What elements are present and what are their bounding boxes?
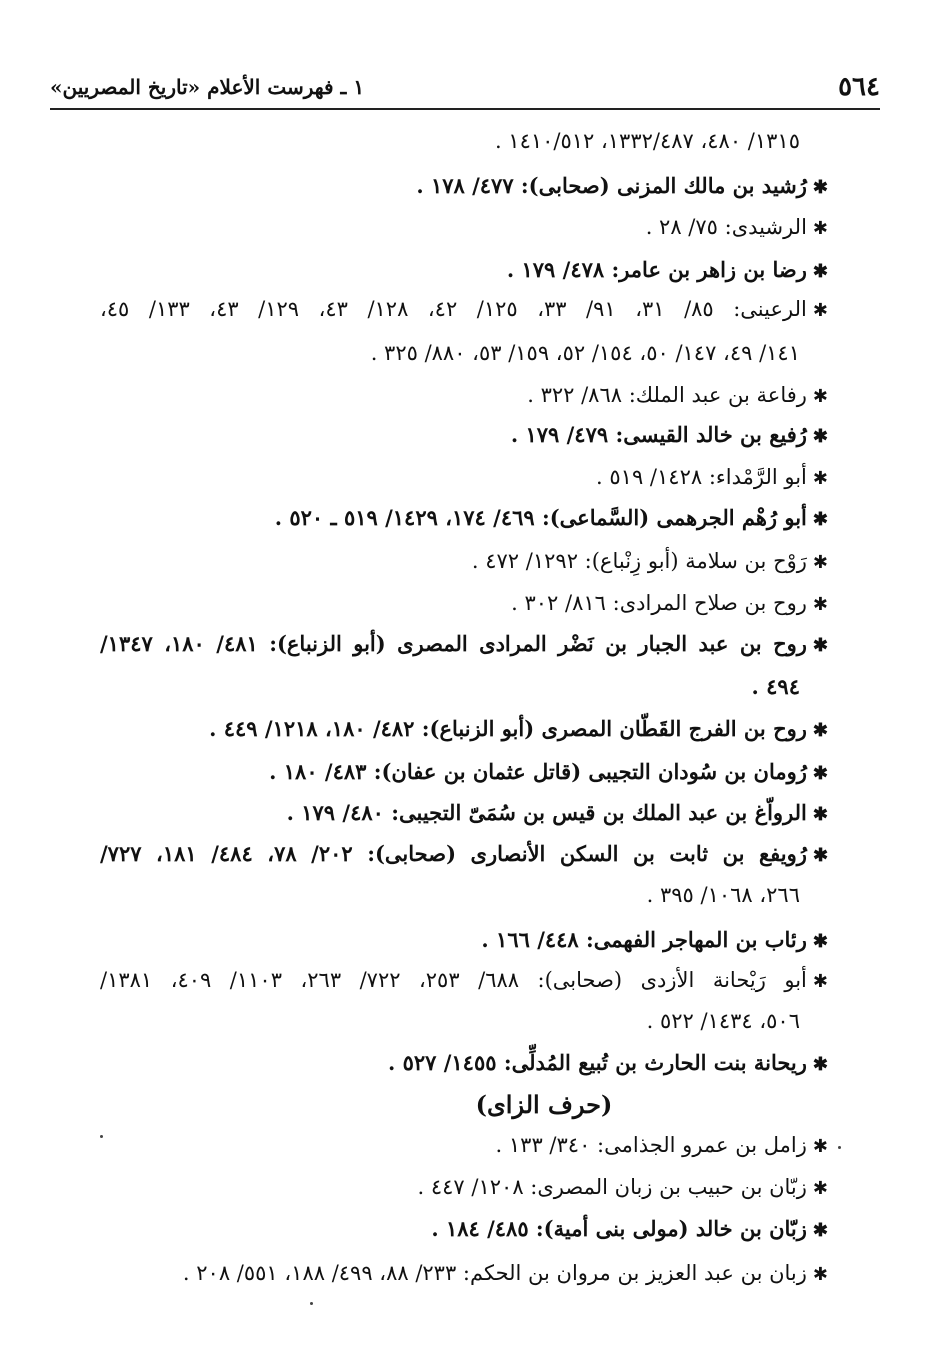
entry-bullet-icon: ✱ — [812, 1054, 828, 1075]
entry-bullet-icon: ✱ — [812, 931, 828, 952]
entry-text: زبان بن عبد العزيز بن مروان بن الحكم: ٢٣٣/ ٨٨، ٤٩٩/ ١٨٨، ٥٥١/ ٢٠٨ . — [182, 1261, 807, 1285]
entry-bullet-icon: ✱ — [812, 971, 828, 992]
index-entry-continuation — [371, 338, 800, 368]
entry-text: الرعينى: ٨٥/ ٣١، ٩١/ ٣٣، ١٢٥/ ٤٢، ١٢٨/ ٤٣، ١٢٩/ ٤٣، ١٣٣/ ٤٥، — [100, 297, 807, 321]
index-entry — [418, 1172, 828, 1202]
entry-text: رُشيد بن مالك المزنى (صحابى): ٤٧٧/ ١٧٨ . — [416, 173, 807, 198]
entry-bullet-icon: ✱ — [812, 763, 828, 784]
index-entry — [100, 629, 828, 659]
entry-text: ٢٦٦، ١٠٦٨/ ٣٩٥ . — [646, 883, 800, 907]
entry-text: رئاب بن المهاجر الفهمى: ٤٤٨/ ١٦٦ . — [481, 927, 807, 952]
entry-text: أبو الرَّمْداء: ١٤٢٨/ ٥١٩ . — [596, 465, 807, 489]
entry-bullet-icon: ✱ — [812, 594, 828, 615]
entry-text: ريحانة بنت الحارث بن تُبيع المُدلِّى: ١٤٥٥/ ٥٢٧ . — [387, 1050, 807, 1075]
entry-text: زبّان بن خالد (مولى بنى أمية): ٤٨٥/ ١٨٤ . — [431, 1216, 807, 1241]
entry-text: زبّان بن حبيب بن زبان المصرى: ١٢٠٨/ ٤٤٧ . — [417, 1175, 807, 1199]
index-entry-continuation — [495, 126, 800, 156]
speck — [100, 1135, 103, 1138]
entry-bullet-icon: ✱ — [812, 218, 828, 239]
entry-text: رفاعة بن عبد الملك: ٨٦٨/ ٣٢٢ . — [527, 383, 807, 407]
index-entry — [527, 380, 828, 410]
entry-bullet-icon: ✱ — [812, 1264, 828, 1285]
index-entry — [100, 965, 828, 995]
index-entry-continuation — [647, 880, 800, 910]
entry-bullet-icon: ✱ — [812, 426, 828, 447]
index-entry — [416, 171, 828, 201]
index-entry — [431, 1214, 828, 1244]
running-title: ١ ـ فهرست الأعلام «تاريخ المصريين» — [50, 75, 365, 99]
entry-text: رُومان بن سُودان التجيبى (قاتل عثمان بن عفان): ٤٨٣/ ١٨٠ . — [269, 759, 807, 784]
index-entry — [472, 546, 828, 576]
index-entry — [100, 839, 828, 869]
index-entry — [507, 255, 828, 285]
entry-text: الرشيدى: ٧٥/ ٢٨ . — [645, 215, 807, 239]
index-entry — [511, 588, 828, 618]
entry-bullet-icon: ✱ — [812, 804, 828, 825]
index-entry — [287, 798, 828, 828]
entry-bullet-icon: ✱ — [812, 300, 828, 321]
entry-text: الرواّغ بن عبد الملك بن قيس بن سُمَىّ التجيبى: ٤٨٠/ ١٧٩ . — [286, 800, 807, 825]
section-heading-text: (حرف الزاى) — [475, 1090, 613, 1119]
entry-text: روح بن عبد الجبار بن نَضْر المرادى المصرى (أبو الزنباع): ٤٨١/ ١٨٠، ١٣٤٧/ — [100, 631, 807, 656]
entry-bullet-icon: ✱ — [812, 177, 828, 198]
entry-text: ٤٩٤ . — [751, 674, 800, 699]
index-entry — [496, 1130, 828, 1160]
entry-bullet-icon: ✱ — [812, 468, 828, 489]
index-entry — [481, 925, 828, 955]
entry-bullet-icon: ✱ — [812, 386, 828, 407]
entry-text: رُفيع بن خالد القيسى: ٤٧٩/ ١٧٩ . — [510, 422, 807, 447]
entry-text: رضا بن زاهر بن عامر: ٤٧٨/ ١٧٩ . — [506, 257, 807, 282]
index-entry — [183, 1258, 828, 1288]
entry-bullet-icon: ✱ — [812, 1136, 828, 1157]
entry-text: ١٤١/ ٤٩، ١٤٧/ ٥٠، ١٥٤/ ٥٢، ١٥٩/ ٥٣، ٨٨٠/ ٣٢٥ . — [370, 341, 800, 365]
entry-bullet-icon: ✱ — [812, 509, 828, 530]
index-entry — [209, 714, 828, 744]
index-entry-continuation — [752, 672, 800, 702]
index-entry — [388, 1048, 828, 1078]
entry-bullet-icon: ✱ — [812, 1220, 828, 1241]
index-entry — [596, 462, 828, 492]
entry-bullet-icon: ✱ — [812, 720, 828, 741]
speck — [838, 1146, 841, 1149]
entry-bullet-icon: ✱ — [812, 635, 828, 656]
entry-text: أبو رَيْحانة الأزدى (صحابى): ٦٨٨/ ٢٥٣، ٧٢٢/ ٢٦٣، ١١٠٣/ ٤٠٩، ١٣٨١/ — [100, 968, 807, 992]
entry-bullet-icon: ✱ — [812, 845, 829, 866]
entry-text: روح بن صلاح المرادى: ٨١٦/ ٣٠٢ . — [511, 591, 807, 615]
entry-bullet-icon: ✱ — [812, 261, 828, 282]
index-entry — [511, 420, 828, 450]
entry-bullet-icon: ✱ — [812, 1178, 828, 1199]
entry-text: ١٣١٥/ ٤٨٠، ١٣٣٢/٤٨٧، ١٤١٠/٥١٢ . — [494, 129, 800, 153]
entry-text: روح بن الفرج القَطّان المصرى (أبو الزنباع): ٤٨٢/ ١٨٠، ١٢١٨/ ٤٤٩ . — [209, 716, 807, 741]
index-entry — [646, 212, 828, 242]
page-number: ٥٦٤ — [838, 72, 880, 102]
entry-bullet-icon: ✱ — [812, 552, 828, 573]
index-entry — [275, 503, 828, 533]
entry-text: أبو رُهْم الجرهمى (السَّماعى): ٤٦٩/ ١٧٤، ١٤٢٩/ ٥١٩ ـ ٥٢٠ . — [274, 505, 807, 530]
index-entry — [269, 757, 828, 787]
index-entry — [100, 294, 828, 324]
entry-text: زامل بن عمرو الجذامى: ٣٤٠/ ١٣٣ . — [495, 1133, 807, 1157]
entry-text: ٥٠٦، ١٤٣٤/ ٥٢٢ . — [646, 1009, 800, 1033]
entry-text: رُويفع بن ثابت بن السكن الأنصارى (صحابى): ٢٠٢/ ٧٨، ٤٨٤/ ١٨١، ٧٢٧/ — [100, 841, 807, 866]
entry-text: رَوْح بن سلامة (أبو زِنْباع): ١٢٩٢/ ٤٧٢ . — [471, 549, 807, 573]
index-entry-continuation — [647, 1006, 800, 1036]
speck — [310, 1302, 313, 1305]
section-heading — [0, 1088, 938, 1122]
